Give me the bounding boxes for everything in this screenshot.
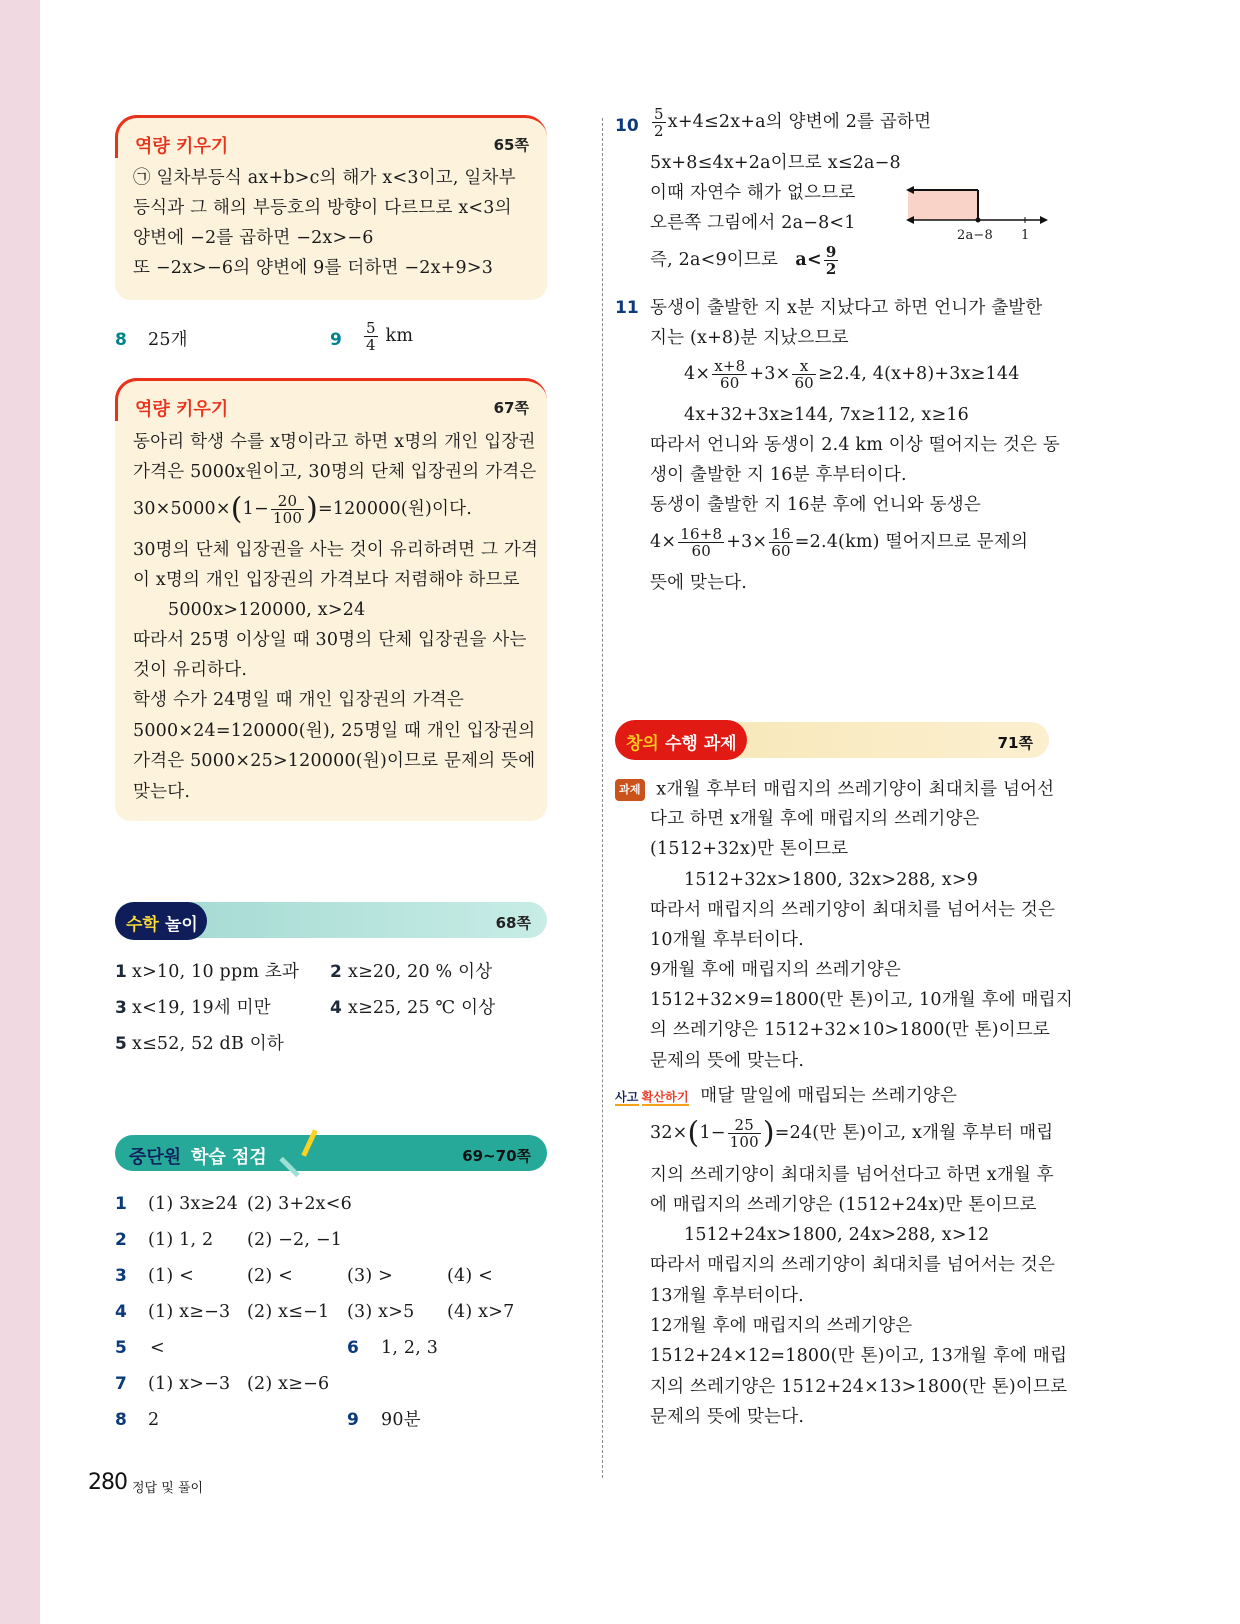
q11-line: 생이 출발한 지 16분 후부터이다. — [650, 465, 907, 485]
row-part: (1) x>−3 — [148, 1374, 231, 1394]
shaded-region — [908, 190, 978, 220]
box67-line: 것이 유리하다. — [133, 660, 248, 680]
row-number: 8 — [115, 1410, 127, 1430]
page-edge-stripe — [0, 0, 40, 1624]
row-part: (1) < — [148, 1266, 195, 1286]
formula-part: =24(만 톤)이고, x개월 후부터 매립 — [774, 1123, 1054, 1143]
header-page-ref: 69~70쪽 — [462, 1147, 531, 1165]
box-page-ref: 67쪽 — [493, 399, 529, 417]
box65-line-3: 양변에 −2를 곱하면 −2x>−6 — [133, 228, 374, 248]
question-number: 11 — [615, 298, 639, 318]
row-part: (4) < — [447, 1266, 494, 1286]
row-number: 7 — [115, 1374, 127, 1394]
frac-den: 100 — [729, 1133, 759, 1151]
column-divider — [602, 118, 603, 1478]
header-title-a: 중단원 — [129, 1147, 182, 1168]
q11-eq3 — [650, 526, 1028, 559]
box67-line: 따라서 25명 이상일 때 30명의 단체 입장권을 사는 — [133, 630, 527, 650]
extend-line: 1512+24×12=1800(만 톤)이고, 13개월 후에 매립 — [650, 1346, 1068, 1366]
row-part: (1) x≥−3 — [148, 1302, 231, 1322]
frac-num: 16 — [771, 525, 791, 543]
frac-num: 20 — [271, 493, 304, 510]
box-title: 역량 키우기 — [135, 136, 229, 157]
item-text: x≥20, 20 % 이상 — [348, 962, 493, 982]
task-line: 1512+32×9=1800(만 톤)이고, 10개월 후에 매립지 — [650, 990, 1073, 1010]
item-number: 1 — [115, 962, 127, 982]
box67-line: 5000×24=120000(원), 25명일 때 개인 입장권의 — [133, 721, 536, 741]
box-title: 역량 키우기 — [135, 399, 229, 420]
frac-num: 9 — [825, 243, 837, 261]
box65-line-4: 또 −2x>−6의 양변에 9를 더하면 −2x+9>3 — [133, 258, 494, 278]
answer-text: 25개 — [148, 330, 188, 350]
header-title-b: 수행 과제 — [665, 734, 737, 754]
box67-line: 학생 수가 24명일 때 개인 입장권의 가격은 — [133, 690, 464, 710]
extend-line: 13개월 후부터이다. — [650, 1286, 804, 1306]
row-number: 3 — [115, 1266, 127, 1286]
q11-eq2: 4x+32+3x≥144, 7x≥112, x≥16 — [684, 405, 969, 425]
q11-line: 동생이 출발한 지 x분 지났다고 하면 언니가 출발한 — [650, 298, 1043, 318]
box65-line-1: ㉠ 일차부등식 ax+b>c의 해가 x<3이고, 일차부 — [133, 168, 516, 188]
row-part: (2) x≤−1 — [247, 1302, 330, 1322]
decor-stroke-yellow — [301, 1129, 317, 1156]
row-part: 1, 2, 3 — [381, 1338, 439, 1358]
frac-num: 25 — [728, 1117, 761, 1134]
task-line: 문제의 뜻에 맞는다. — [650, 1051, 805, 1071]
item-text: x<19, 19세 미만 — [132, 998, 271, 1018]
item-text: x>10, 10 ppm 초과 — [132, 962, 300, 982]
answer-number: 9 — [330, 330, 342, 350]
q11-line: 뜻에 맞는다. — [650, 573, 748, 593]
item-text: x≤52, 52 dB 이하 — [132, 1034, 284, 1054]
q11-eq1 — [684, 358, 1020, 391]
item-text: x≥25, 25 ℃ 이상 — [348, 998, 496, 1018]
row-number: 9 — [347, 1410, 359, 1430]
formula-part: 30×5000× — [133, 499, 231, 519]
item-number: 2 — [330, 962, 342, 982]
box67-formula: 30×5000×(1− $\frac{20}{100}$ )=120000(원)이다. — [133, 491, 472, 527]
formula-part: 1− — [242, 499, 269, 519]
task-line: 의 쓰레기양은 1512+32×10>1800(만 톤)이므로 — [650, 1020, 1051, 1040]
task-line: (1512+32x)만 톤이므로 — [650, 839, 849, 859]
row-part: (2) 3+2x<6 — [247, 1194, 352, 1214]
page-number: 280 — [88, 1470, 127, 1495]
extend-line: 문제의 뜻에 맞는다. — [650, 1407, 805, 1427]
box65-line-2: 등식과 그 해의 부등호의 방향이 다르므로 x<3의 — [133, 198, 512, 218]
eq-part: +3× — [726, 532, 768, 552]
formula-part: 1− — [699, 1123, 726, 1143]
q10-line-1 — [650, 106, 931, 139]
frac-num: x+8 — [714, 357, 746, 375]
row-number: 6 — [347, 1338, 359, 1358]
row-part: (1) 3x≥24 — [148, 1194, 239, 1214]
row-part: (3) > — [347, 1266, 394, 1286]
frac-num: 5 — [366, 319, 376, 337]
number-line-label-point: 2a−8 — [957, 228, 993, 243]
frac-den: 60 — [794, 374, 814, 392]
extend-badge-b: 확산하기 — [641, 1090, 689, 1104]
item-number: 5 — [115, 1034, 127, 1054]
number-line-label-one: 1 — [1021, 228, 1030, 243]
item-number: 3 — [115, 998, 127, 1018]
frac-den: 2 — [825, 260, 837, 278]
row-number: 2 — [115, 1230, 127, 1250]
header-title-a: 창의 — [626, 734, 659, 754]
row-part: 90분 — [381, 1410, 421, 1430]
frac-den: 4 — [366, 336, 376, 354]
extend-line: 지의 쓰레기양은 1512+24×13>1800(만 톤)이므로 — [650, 1377, 1068, 1397]
row-part: (3) x>5 — [347, 1302, 415, 1322]
frac-num: x — [792, 358, 816, 375]
box67-line: 5000x>120000, x>24 — [168, 600, 366, 620]
text: x개월 후부터 매립지의 쓰레기양이 최대치를 넘어선 — [656, 779, 1055, 800]
q11-line: 동생이 출발한 지 16분 후에 언니와 동생은 — [650, 495, 981, 515]
header-page-ref: 71쪽 — [997, 734, 1033, 752]
header-title-b: 학습 점검 — [191, 1147, 267, 1168]
section-header-creative-task — [615, 722, 1049, 758]
q11-line: 지는 (x+8)분 지났으므로 — [650, 328, 849, 348]
row-part: (2) < — [247, 1266, 294, 1286]
frac-den: 60 — [771, 542, 791, 560]
frac-den: 60 — [720, 374, 740, 392]
extend-first-line — [615, 1086, 957, 1107]
text: 즉, 2a<9이므로 — [650, 250, 779, 270]
extend-badge-a: 사고 — [615, 1090, 639, 1104]
row-number: 1 — [115, 1194, 127, 1214]
extend-formula: 32×(1− $\frac{25}{100}$ )=24(만 톤)이고, x개월 후부터 매립 — [650, 1115, 1054, 1151]
header-page-ref: 68쪽 — [495, 914, 531, 932]
row-part: (1) 1, 2 — [148, 1230, 214, 1250]
section-header-unit-check — [115, 1135, 547, 1171]
q10-line-3: 이때 자연수 해가 없으므로 — [650, 183, 856, 203]
footer-label: 정답 및 풀이 — [132, 1481, 204, 1496]
q11-line: 따라서 언니와 동생이 2.4 km 이상 떨어지는 것은 동 — [650, 435, 1061, 455]
header-pill — [115, 902, 207, 940]
frac-den: 100 — [272, 509, 303, 527]
row-part: < — [150, 1338, 165, 1358]
box67-line: 맞는다. — [133, 782, 191, 802]
task-line: 9개월 후에 매립지의 쓰레기양은 — [650, 960, 901, 980]
task-badge: 과제 — [615, 779, 645, 801]
extend-line: 따라서 매립지의 쓰레기양이 최대치를 넘어서는 것은 — [650, 1255, 1056, 1275]
extend-line: 에 매립지의 쓰레기양은 (1512+24x)만 톤이므로 — [650, 1195, 1037, 1215]
row-part: (4) x>7 — [447, 1302, 515, 1322]
extend-line: 지의 쓰레기양이 최대치를 넘어선다고 하면 x개월 후 — [650, 1165, 1054, 1185]
frac-den: 2 — [654, 122, 664, 140]
box-page-ref: 65쪽 — [493, 136, 529, 154]
frac-num: 5 — [654, 105, 664, 123]
row-number: 4 — [115, 1302, 127, 1322]
q10-line-4: 오른쪽 그림에서 2a−8<1 — [650, 213, 856, 233]
extend-line: 12개월 후에 매립지의 쓰레기양은 — [650, 1316, 913, 1336]
row-part: (2) −2, −1 — [247, 1230, 343, 1250]
task-line: 다고 하면 x개월 후에 매립지의 쓰레기양은 — [650, 809, 980, 829]
task-first-line — [615, 779, 1054, 801]
box67-line: 30명의 단체 입장권을 사는 것이 유리하려면 그 가격 — [133, 540, 539, 560]
box67-line: 가격은 5000×25>120000(원)이므로 문제의 뜻에 — [133, 751, 536, 771]
task-line: 10개월 후부터이다. — [650, 930, 804, 950]
eq-part: 4× — [684, 364, 711, 384]
section-header-math-play — [115, 902, 547, 938]
box67-line: 가격은 5000x원이고, 30명의 단체 입장권의 가격은 — [133, 462, 537, 482]
unit: km — [385, 326, 414, 346]
q10-line-5 — [650, 244, 840, 277]
task-line: 1512+32x>1800, 32x>288, x>9 — [684, 870, 979, 890]
text: x+4≤2x+a의 양변에 2를 곱하면 — [667, 112, 932, 132]
box67-line: 이 x명의 개인 입장권의 가격보다 저렴해야 하므로 — [133, 570, 520, 590]
decor-stroke-mint — [279, 1157, 300, 1178]
item-number: 4 — [330, 998, 342, 1018]
header-pill — [615, 720, 747, 760]
answer: a< — [795, 250, 822, 270]
q10-line-2: 5x+8≤4x+2a이므로 x≤2a−8 — [650, 153, 901, 173]
frac-num: 16+8 — [680, 525, 723, 543]
row-part: (2) x≥−6 — [247, 1374, 330, 1394]
frac-den: 60 — [691, 542, 711, 560]
answer-fraction — [362, 320, 413, 353]
eq-part: =2.4(km) 떨어지므로 문제의 — [794, 532, 1029, 552]
eq-part: ≥2.4, 4(x+8)+3x≥144 — [817, 364, 1020, 384]
header-title-b: 놀이 — [165, 915, 198, 935]
row-part: 2 — [148, 1410, 160, 1430]
row-number: 5 — [115, 1338, 127, 1358]
box67-line: 동아리 학생 수를 x명이라고 하면 x명의 개인 입장권 — [133, 432, 536, 452]
eq-part: 4× — [650, 532, 677, 552]
formula-part: 32× — [650, 1123, 688, 1143]
header-title-a: 수학 — [126, 915, 159, 935]
answer-number: 8 — [115, 330, 127, 350]
extend-line: 1512+24x>1800, 24x>288, x>12 — [684, 1225, 990, 1245]
formula-part: =120000(원)이다. — [317, 499, 472, 519]
question-number: 10 — [615, 116, 639, 136]
eq-part: +3× — [749, 364, 791, 384]
task-line: 따라서 매립지의 쓰레기양이 최대치를 넘어서는 것은 — [650, 900, 1056, 920]
text: 매달 말일에 매립되는 쓰레기양은 — [700, 1086, 958, 1106]
